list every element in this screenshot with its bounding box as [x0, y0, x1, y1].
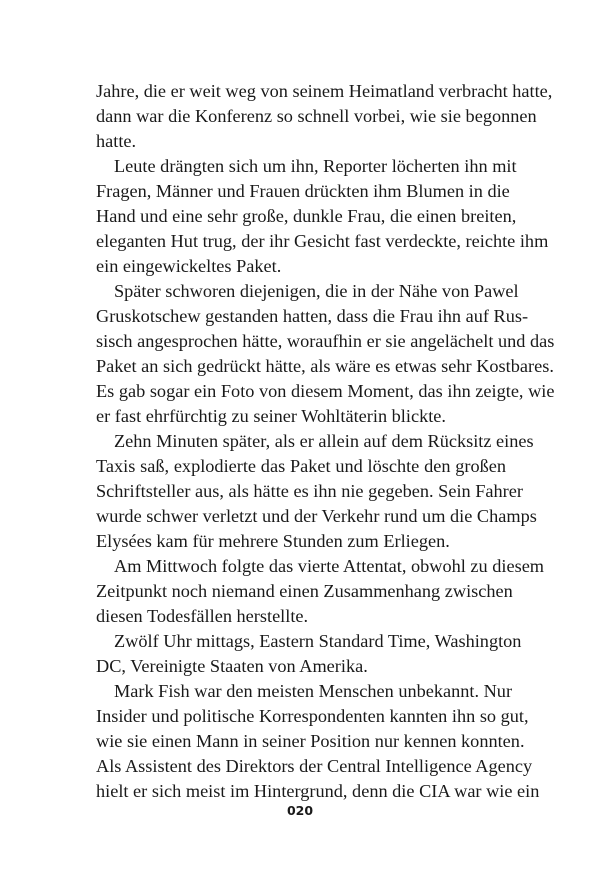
paragraph-4 [96, 429, 537, 554]
paragraph-6 [96, 629, 522, 679]
text-line: DC, Vereinigte Staaten von Amerika. [96, 656, 368, 676]
text-line: dann war die Konferenz so schnell vorbei, wie sie begonnen [96, 106, 537, 126]
paragraph-1 [96, 79, 553, 154]
text-line: Gruskotschew gestanden hatten, dass die Frau ihn auf Rus- [96, 306, 529, 326]
body-text [96, 79, 555, 804]
text-line: Es gab sogar ein Foto von diesem Moment, das ihn zeigte, wie [96, 381, 555, 401]
text-line: eleganten Hut trug, der ihr Gesicht fast verdeckte, reichte ihm [96, 231, 549, 251]
text-line: Zeitpunkt noch niemand einen Zusammenhang zwischen [96, 581, 513, 601]
text-line: Leute drängten sich um ihn, Reporter löcherten ihn mit [114, 156, 517, 176]
text-line: er fast ehrfürchtig zu seiner Wohltäterin blickte. [96, 406, 446, 426]
paragraph-3 [96, 279, 555, 429]
text-line: wie sie einen Mann in seiner Position nur kennen konnten. [96, 731, 525, 751]
text-line: ein eingewickeltes Paket. [96, 256, 282, 276]
text-line: Zwölf Uhr mittags, Eastern Standard Time, Washington [114, 631, 522, 651]
text-line: Als Assistent des Direktors der Central Intelligence Agency [96, 756, 533, 776]
paragraph-5 [96, 554, 545, 629]
text-line: Zehn Minuten später, als er allein auf dem Rücksitz eines [114, 431, 534, 451]
page-number: 020 [286, 803, 314, 818]
text-line: sisch angesprochen hätte, woraufhin er sie angelächelt und das [96, 331, 555, 351]
text-line: Elysées kam für mehrere Stunden zum Erliegen. [96, 531, 450, 551]
text-line: hatte. [96, 131, 137, 151]
paragraph-2 [96, 154, 549, 279]
text-line: Am Mittwoch folgte das vierte Attentat, obwohl zu diesem [114, 556, 545, 576]
text-line: Paket an sich gedrückt hätte, als wäre es etwas sehr Kostbares. [96, 356, 554, 376]
text-line: Später schworen diejenigen, die in der Nähe von Pawel [114, 281, 519, 301]
text-line: wurde schwer verletzt und der Verkehr rund um die Champs [96, 506, 537, 526]
text-line: Mark Fish war den meisten Menschen unbekannt. Nur [114, 681, 513, 701]
text-line: Insider und politische Korrespondenten kannten ihn so gut, [96, 706, 529, 726]
text-line: Schriftsteller aus, als hätte es ihn nie gegeben. Sein Fahrer [96, 481, 523, 501]
paragraph-7 [96, 679, 540, 804]
text-line: diesen Todesfällen herstellte. [96, 606, 309, 626]
text-line: Taxis saß, explodierte das Paket und löschte den großen [96, 456, 506, 476]
text-line: hielt er sich meist im Hintergrund, denn die CIA war wie ein [96, 781, 540, 801]
text-line: Hand und eine sehr große, dunkle Frau, die einen breiten, [96, 206, 517, 226]
text-line: Fragen, Männer und Frauen drückten ihm Blumen in die [96, 181, 510, 201]
text-line: Jahre, die er weit weg von seinem Heimatland verbracht hatte, [96, 81, 553, 101]
